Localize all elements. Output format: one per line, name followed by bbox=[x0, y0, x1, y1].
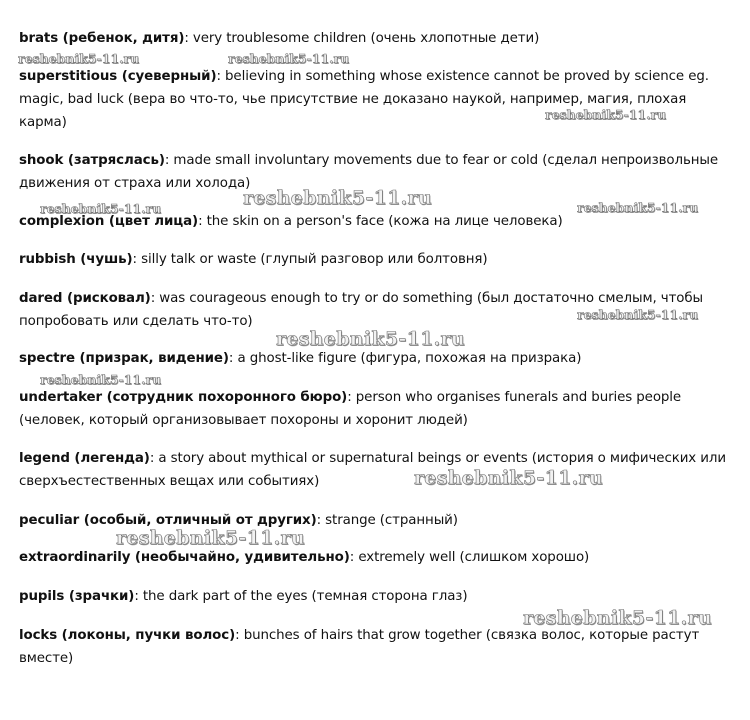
entry-term: rubbish (чушь) bbox=[19, 252, 133, 267]
glossary-entry bbox=[19, 509, 731, 532]
glossary-entry bbox=[19, 447, 731, 493]
entry-term: peculiar (особый, отличный от других) bbox=[19, 513, 317, 528]
watermark: reshebnik5-11.ru bbox=[228, 51, 350, 66]
entry-definition: : person who organises funerals and buries people (человек, который организовывает похороны и хоронит людей) bbox=[19, 390, 682, 428]
glossary-entry bbox=[19, 624, 731, 670]
glossary-entry bbox=[19, 149, 731, 195]
entry-term: undertaker (сотрудник похоронного бюро) bbox=[19, 390, 348, 405]
entry-definition: : silly talk or waste (глупый разговор или болтовня) bbox=[132, 252, 488, 267]
entry-definition: : was courageous enough to try or do something (был достаточно смелым, чтобы попробовать или сделать что-то) bbox=[19, 291, 704, 329]
watermark: reshebnik5-11.ru bbox=[414, 467, 603, 489]
watermark: reshebnik5-11.ru bbox=[40, 372, 162, 387]
entry-definition: : the dark part of the eyes (темная сторона глаз) bbox=[134, 589, 468, 604]
watermark: reshebnik5-11.ru bbox=[116, 527, 305, 549]
glossary-entry bbox=[19, 27, 731, 50]
glossary-entry bbox=[19, 585, 731, 608]
entry-term: complexion (цвет лица) bbox=[19, 214, 199, 229]
watermark: reshebnik5-11.ru bbox=[577, 307, 699, 322]
watermark: reshebnik5-11.ru bbox=[40, 201, 162, 216]
entry-definition: : a story about mythical or supernatural beings or events (история о мифических или сверхъестественных вещах или событиях) bbox=[19, 451, 726, 489]
entry-definition: : bunches of hairs that grow together (связка волос, которые растут вместе) bbox=[19, 628, 700, 666]
watermark: reshebnik5-11.ru bbox=[18, 51, 140, 66]
entry-term: spectre (призрак, видение) bbox=[19, 351, 229, 366]
watermark: reshebnik5-11.ru bbox=[276, 328, 465, 350]
entry-definition: : strange (странный) bbox=[316, 513, 458, 528]
entry-definition: : made small involuntary movements due to fear or cold (сделал непроизвольные движения от страха или холода) bbox=[19, 153, 719, 191]
watermark: reshebnik5-11.ru bbox=[545, 107, 667, 122]
glossary-entry bbox=[19, 287, 731, 333]
entry-term: dared (рисковал) bbox=[19, 291, 151, 306]
glossary-entry bbox=[19, 65, 731, 134]
entry-term: legend (легенда) bbox=[19, 451, 150, 466]
entry-term: pupils (зрачки) bbox=[19, 589, 135, 604]
glossary-entry bbox=[19, 210, 731, 233]
glossary-entry bbox=[19, 546, 731, 569]
entry-definition: : extremely well (слишком хорошо) bbox=[349, 550, 590, 565]
entry-term: brats (ребенок, дитя) bbox=[19, 31, 185, 46]
entry-definition: : the skin on a person's face (кожа на лице человека) bbox=[198, 214, 563, 229]
glossary-entry bbox=[19, 248, 731, 271]
entry-term: superstitious (суеверный) bbox=[19, 69, 217, 84]
glossary-entry bbox=[19, 386, 731, 432]
entry-term: locks (локоны, пучки волос) bbox=[19, 628, 236, 643]
glossary-entry bbox=[19, 347, 731, 370]
watermark: reshebnik5-11.ru bbox=[523, 607, 712, 629]
entry-term: shook (затряслась) bbox=[19, 153, 165, 168]
entry-definition: : very troublesome children (очень хлопотные дети) bbox=[184, 31, 540, 46]
entry-definition: : a ghost-like figure (фигура, похожая на призрака) bbox=[228, 351, 582, 366]
watermark: reshebnik5-11.ru bbox=[577, 200, 699, 215]
entry-term: extraordinarily (необычайно, удивительно) bbox=[19, 550, 350, 565]
entry-definition: : believing in something whose existence cannot be proved by science eg. magic, bad luck (вера во что-то, чье присутствие не доказано наукой, например, магия, плохая карма) bbox=[19, 69, 709, 130]
watermark: reshebnik5-11.ru bbox=[243, 187, 432, 209]
